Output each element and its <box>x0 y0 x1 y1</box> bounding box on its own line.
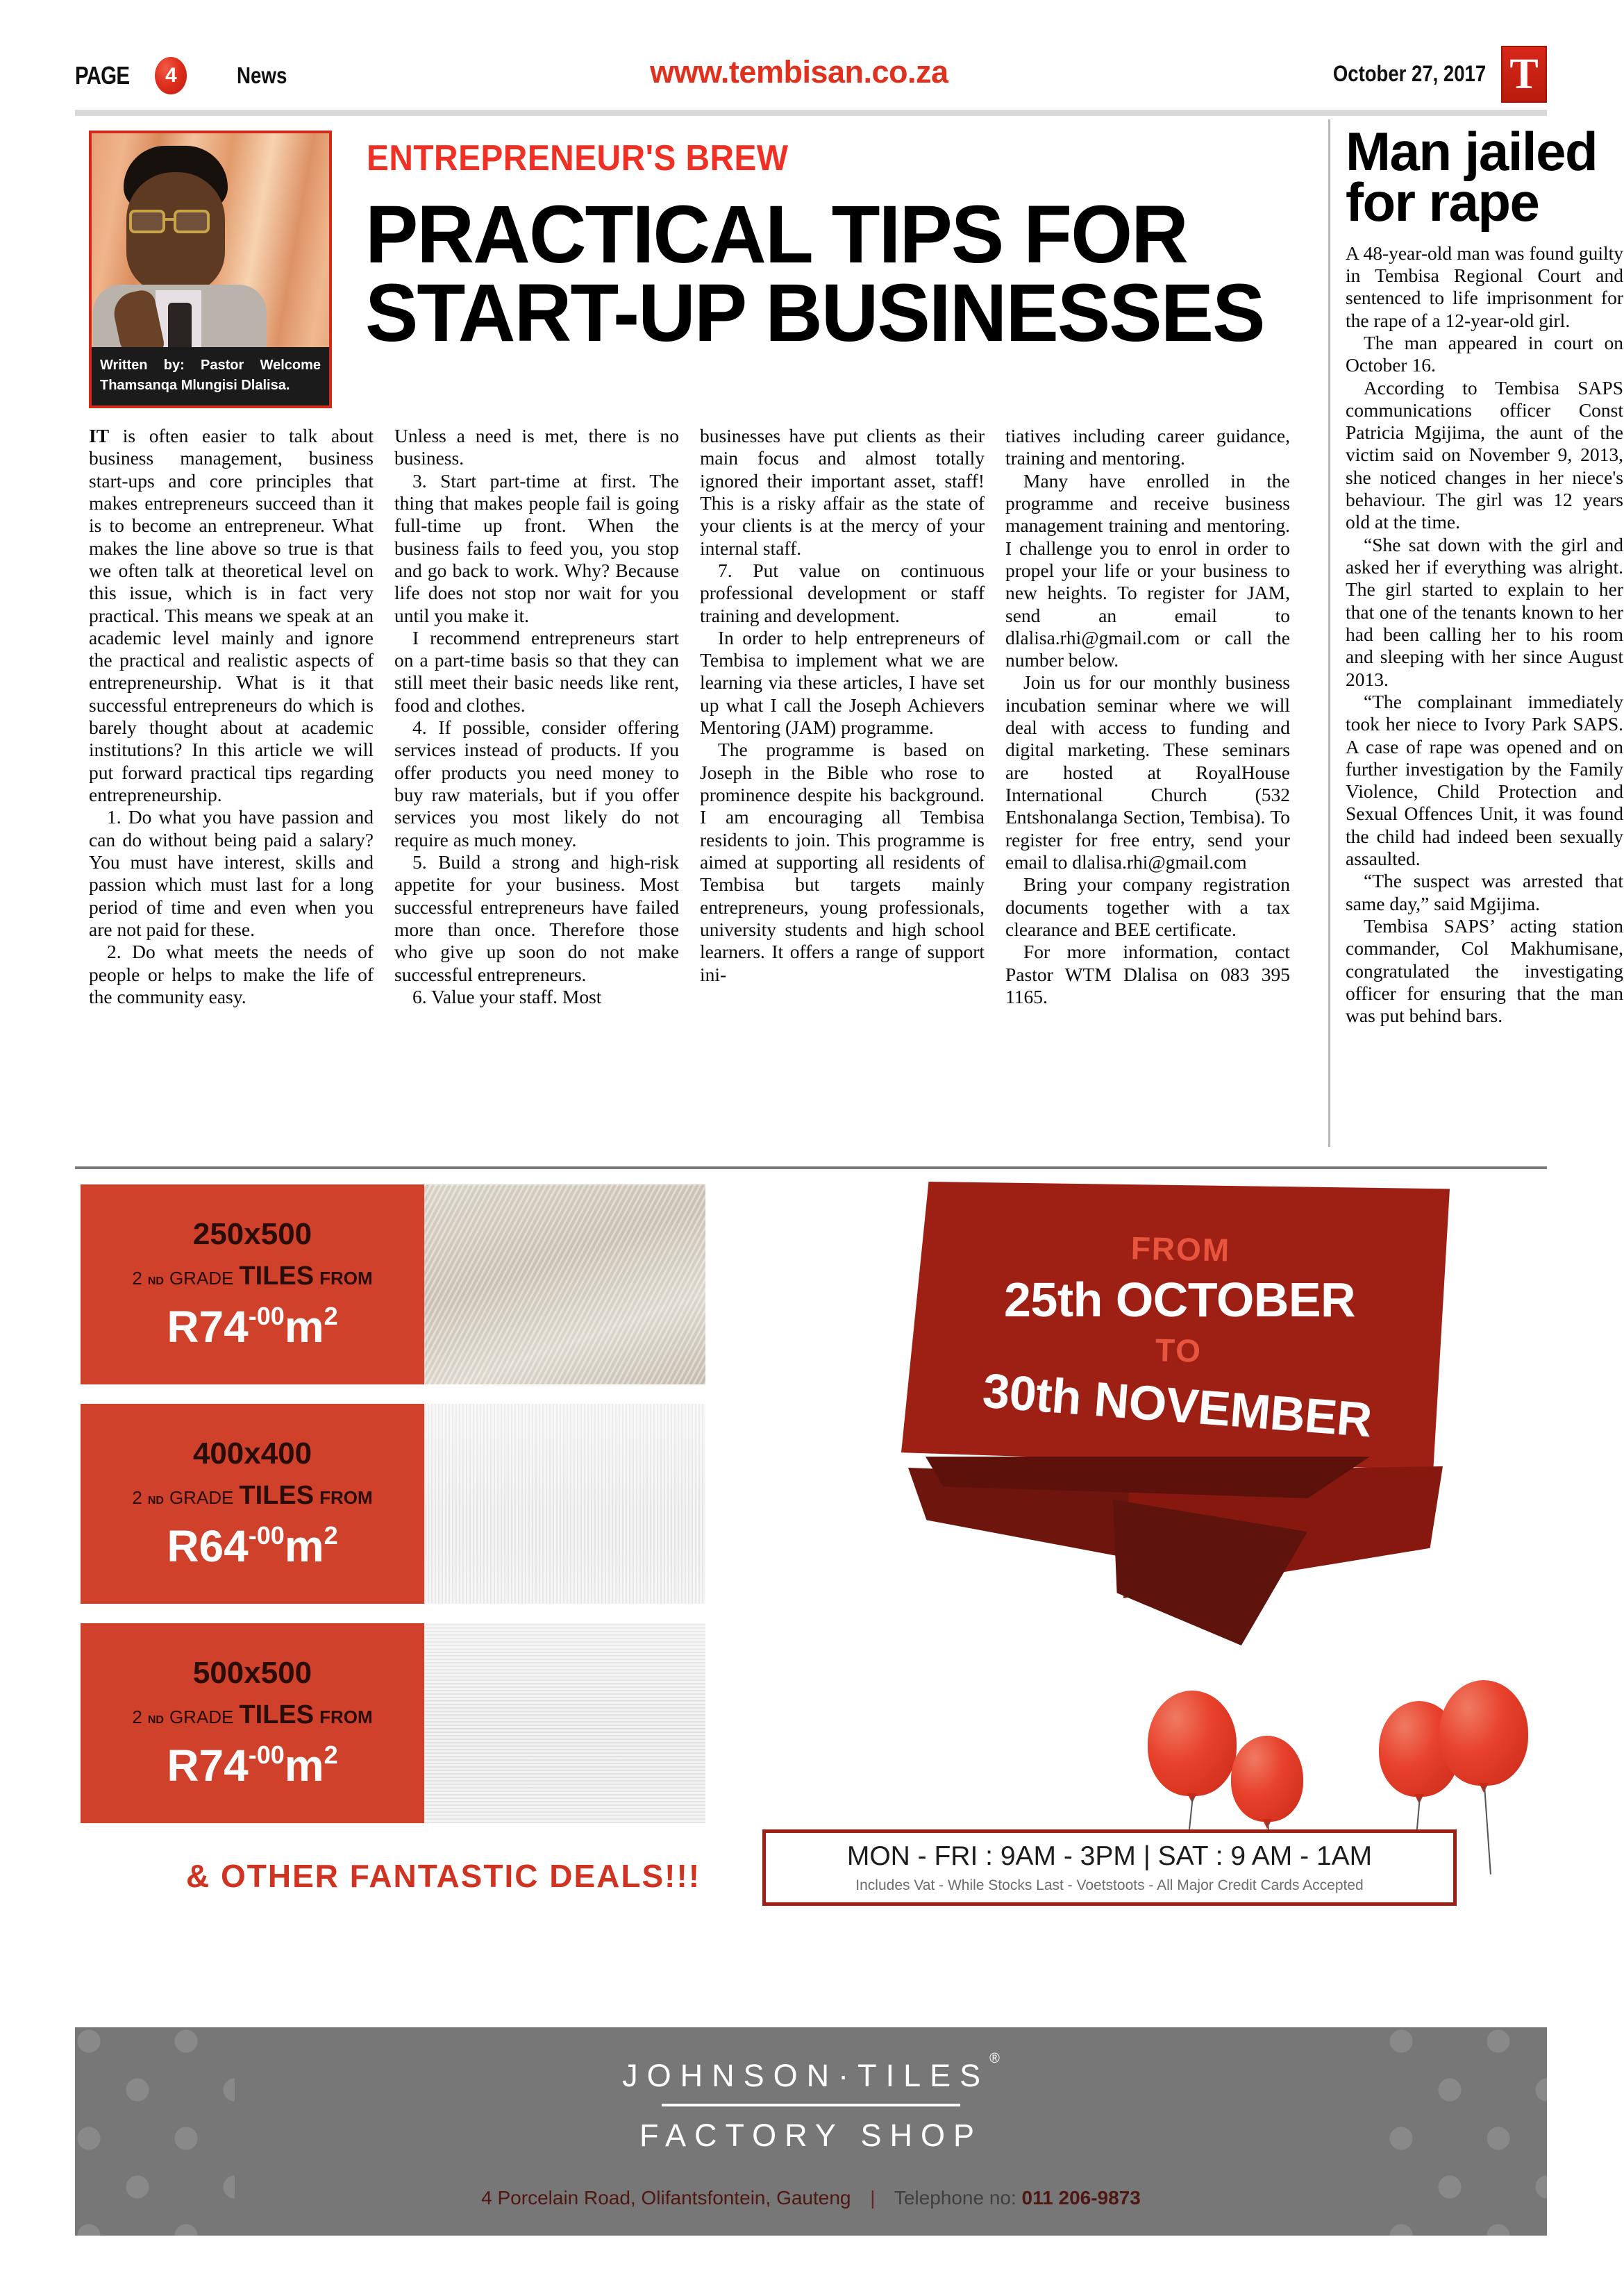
portrait-illustration <box>107 146 253 354</box>
paragraph: businesses have put clients as their main focus and almost totally ignored their important asset, staff! This is a risky affair as the state of your clients is at the mercy of your internal staff. <box>700 425 985 559</box>
masthead <box>75 51 1547 103</box>
paragraph: Tembisa SAPS’ acting station commander, Col Makhumisane, congratulated the investigating officer for ensuring that the man was put behind bars. <box>1346 915 1623 1027</box>
grade-ordinal: ND <box>147 1713 164 1726</box>
price-cents: -00 <box>248 1740 285 1769</box>
price-cents: -00 <box>248 1301 285 1330</box>
paragraph: I recommend entrepreneurs start on a part-time basis so that they can still meet their basic needs like rent, food and clothes. <box>394 626 679 716</box>
price-unit-exponent: 2 <box>324 1520 338 1550</box>
tile-price-block <box>81 1623 424 1823</box>
brand-name <box>622 2051 1000 2094</box>
paragraph: IT is often easier to talk about business management, business start-ups and core principles that makes entrepreneurs succeed than it is to become an entrepreneur. What makes the line above so true is that we often talk at theoretical level on this issue, which is in fact very practical. This means we speak at an academic level mainly and ignore the practical and realistic aspects of entrepreneurship. What is it that successful entrepreneurs do which is barely thought about at academic institutions? In this article we will put forward practical tips regarding entrepreneurship. <box>89 425 374 805</box>
johnson-tiles-logo <box>75 2051 1547 2154</box>
portrait-glasses-right <box>174 210 210 233</box>
tile-price-block <box>81 1184 424 1384</box>
grade-number: 2 <box>132 1267 142 1289</box>
price-cents: -00 <box>248 1520 285 1550</box>
promo-from-label: FROM <box>1130 1230 1231 1268</box>
brand-subtitle: FACTORY SHOP <box>639 2118 983 2153</box>
tile-price-block <box>81 1404 424 1604</box>
price-rand: R64 <box>167 1520 249 1571</box>
article-column-1 <box>89 425 374 1008</box>
brand-text: JOHNSON·TILES <box>622 2058 990 2093</box>
promo-to-label: TO <box>1155 1332 1203 1369</box>
paragraph: In order to help entrepreneurs of Tembisa to implement what we are learning via these articles, I have set up what I call the Joseph Achievers Mentoring (JAM) programme. <box>700 626 985 739</box>
article-kicker: ENTREPRENEUR'S BREW <box>367 138 789 178</box>
advertiser-footer <box>75 2027 1547 2236</box>
grade-word: GRADE <box>169 1706 234 1727</box>
section-label: News <box>237 62 287 88</box>
paragraph: Many have enrolled in the programme and receive business management training and mentoring. I challenge you to enrol in order to propel your life or your business to new heights. To register for JAM, send an email to dlalisa.rhi@gmail.com or call the number below. <box>1005 469 1290 671</box>
from-word: FROM <box>319 1267 373 1289</box>
tiles-word: TILES <box>239 1700 315 1729</box>
page-label: PAGE <box>75 61 130 90</box>
tile-grade-line <box>132 1481 372 1511</box>
tile-swatch-image <box>424 1623 705 1823</box>
paragraph: A 48-year-old man was found guilty in Tembisa Regional Court and sentenced to life imprisonment for the rape of a 12-year-old girl. <box>1346 242 1623 331</box>
tiles-word: TILES <box>239 1480 315 1510</box>
paragraph: Unless a need is met, there is no business. <box>394 425 679 469</box>
price-rand: R74 <box>167 1301 249 1352</box>
headline-line-2: START-UP BUSINESSES <box>365 267 1264 360</box>
tile-size: 500x500 <box>192 1655 312 1690</box>
grade-number: 2 <box>132 1486 142 1508</box>
article-body-columns <box>89 425 1318 1008</box>
promo-text-group <box>926 1195 1432 1469</box>
paragraph: “She sat down with the girl and asked her if everything was alright. The girl started to explain to her that one of the tenants known to her had been calling her to his room and sleeping with her since August 2013. <box>1346 533 1623 690</box>
registered-trademark-icon: ® <box>989 2051 1000 2066</box>
paragraph: 4. If possible, consider offering services instead of products. If you offer products you need money to buy raw materials, but if you offer services you most likely do not require as much money. <box>394 717 679 850</box>
tile-offer-row <box>81 1623 705 1823</box>
paragraph: 7. Put value on continuous professional development or staff training and development. <box>700 559 985 626</box>
issue-date: October 27, 2017 <box>1332 61 1486 86</box>
balloon-icon <box>1148 1691 1237 1796</box>
other-deals-text: & OTHER FANTASTIC DEALS!!! <box>186 1858 701 1894</box>
grade-number: 2 <box>132 1706 142 1727</box>
website-url[interactable]: www.tembisan.co.za <box>650 54 948 90</box>
tile-size: 250x500 <box>192 1216 312 1251</box>
telephone-label: Telephone no: <box>894 2187 1016 2209</box>
paragraph: Bring your company registration documents together with a tax clearance and BEE certificate. <box>1005 873 1290 940</box>
advertisement <box>75 1173 1547 2020</box>
paragraph: 3. Start part-time at first. The thing that makes people fail is going full-time up front. When the business fails to feed you, you stop and go back to work. Why? Because life does not stop nor wait for you until you make it. <box>394 469 679 626</box>
price-unit-exponent: 2 <box>324 1301 338 1330</box>
advertiser-contact <box>75 2187 1547 2209</box>
balloon-icon <box>1439 1680 1528 1786</box>
price-unit: m <box>284 1301 324 1352</box>
promo-end-date: 30th NOVEMBER <box>980 1363 1374 1448</box>
masthead-rule <box>75 110 1547 116</box>
tile-swatch-image <box>424 1404 705 1604</box>
paragraph: Join us for our monthly business incubation seminar where we will deal with access to funding and digital marketing. These seminars are hosted at RoyalHouse International Church (532 Entshonalanga Section, Tembisa). To register for free entry, send your email to dlalisa.rhi@gmail.com <box>1005 671 1290 873</box>
store-terms-text: Includes Vat - While Stocks Last - Voetstoots - All Major Credit Cards Accepted <box>855 1877 1364 1893</box>
tile-size: 400x400 <box>192 1436 312 1470</box>
portrait-glasses-bridge <box>165 218 174 221</box>
grade-ordinal: ND <box>147 1494 164 1507</box>
tile-price <box>167 1740 337 1791</box>
paragraph: 1. Do what you have passion and can do without being paid a salary? You must have interest, skills and passion which must last for a long period of time and even when you are not paid for these. <box>89 806 374 940</box>
author-portrait <box>89 131 332 408</box>
price-rand: R74 <box>167 1740 249 1791</box>
store-hours-box <box>762 1829 1457 1906</box>
tembisan-logo-icon: T <box>1501 46 1547 103</box>
paragraph: tiatives including career guidance, training and mentoring. <box>1005 425 1290 469</box>
price-unit: m <box>284 1520 324 1571</box>
tile-price <box>167 1301 337 1352</box>
price-unit: m <box>284 1740 324 1791</box>
balloon-icon <box>1231 1736 1303 1822</box>
paragraph: According to Tembisa SAPS communications officer Const Patricia Mgijima, the aunt of the victim said on November 9, 2013, she noticed changes in her niece's behaviour. The girl was 12 years old at the time. <box>1346 376 1623 533</box>
tiles-word: TILES <box>239 1261 315 1291</box>
paragraph: “The suspect was arrested that same day,” said Mgijima. <box>1346 870 1623 914</box>
sidebar-story <box>1346 121 1623 1028</box>
contact-separator: | <box>870 2187 876 2209</box>
article-column-2 <box>394 425 679 1008</box>
from-word: FROM <box>319 1706 373 1727</box>
paragraph: The man appeared in court on October 16. <box>1346 331 1623 376</box>
column-divider <box>1328 119 1330 1147</box>
store-hours-text: MON - FRI : 9AM - 3PM | SAT : 9 AM - 1AM <box>846 1841 1373 1871</box>
grade-ordinal: ND <box>147 1275 164 1287</box>
paragraph: 5. Build a strong and high-risk appetite for your business. Most successful entrepreneurs have failed more than once. Therefore those who give up soon do not make successful entrepreneurs. <box>394 850 679 985</box>
logo-divider <box>662 2104 960 2106</box>
paragraph: 2. Do what meets the needs of people or helps to make the life of the community easy. <box>89 941 374 1007</box>
paragraph: 6. Value your staff. Most <box>412 985 602 1007</box>
telephone-number[interactable]: 011 206-9873 <box>1021 2187 1141 2209</box>
promo-start-date: 25th OCTOBER <box>1003 1273 1356 1327</box>
tile-offer-row <box>81 1184 705 1384</box>
grade-word: GRADE <box>169 1486 234 1508</box>
paragraph: “The complainant immediately took her niece to Ivory Park SAPS. A case of rape was opened and on further investigation by the Family Violence, Child Protection and Sexual Offences Unit, it was found the child had indeed been sexually assaulted. <box>1346 690 1623 870</box>
article-headline <box>365 189 1281 360</box>
content-bottom-rule <box>75 1166 1547 1169</box>
street-address: 4 Porcelain Road, Olifantsfontein, Gauteng <box>481 2187 851 2209</box>
tile-grade-line <box>132 1262 372 1291</box>
masthead-left-group <box>75 57 297 94</box>
author-caption: Written by: Pastor Welcome Thamsanqa Mlungisi Dlalisa. <box>92 347 329 405</box>
portrait-glasses-left <box>129 210 165 233</box>
paragraph: For more information, contact Pastor WTM Dlalisa on 083 395 1165. <box>1005 941 1290 1007</box>
tile-swatch-image <box>424 1184 705 1384</box>
tile-price <box>167 1520 337 1572</box>
price-unit-exponent: 2 <box>324 1740 338 1769</box>
sidebar-headline: Man jailed for rape <box>1346 121 1598 233</box>
tile-grade-line <box>132 1700 372 1730</box>
tile-offer-row <box>81 1404 705 1604</box>
page-number-badge: 4 <box>155 57 187 94</box>
from-word: FROM <box>319 1486 373 1508</box>
headline-line-1: PRACTICAL TIPS FOR <box>365 189 1187 280</box>
main-content <box>75 119 1623 1175</box>
grade-word: GRADE <box>169 1267 234 1289</box>
article-column-4 <box>1005 425 1290 1008</box>
article-column-3 <box>700 425 985 1008</box>
paragraph: The programme is based on Joseph in the Bible who rose to prominence despite his background. I am encouraging all Tembisa residents to join. This programme is aimed at supporting all residents of Tembisa but targets mainly entrepreneurs, young professionals, university students and high school learners. It offers a range of support ini- <box>700 739 985 985</box>
